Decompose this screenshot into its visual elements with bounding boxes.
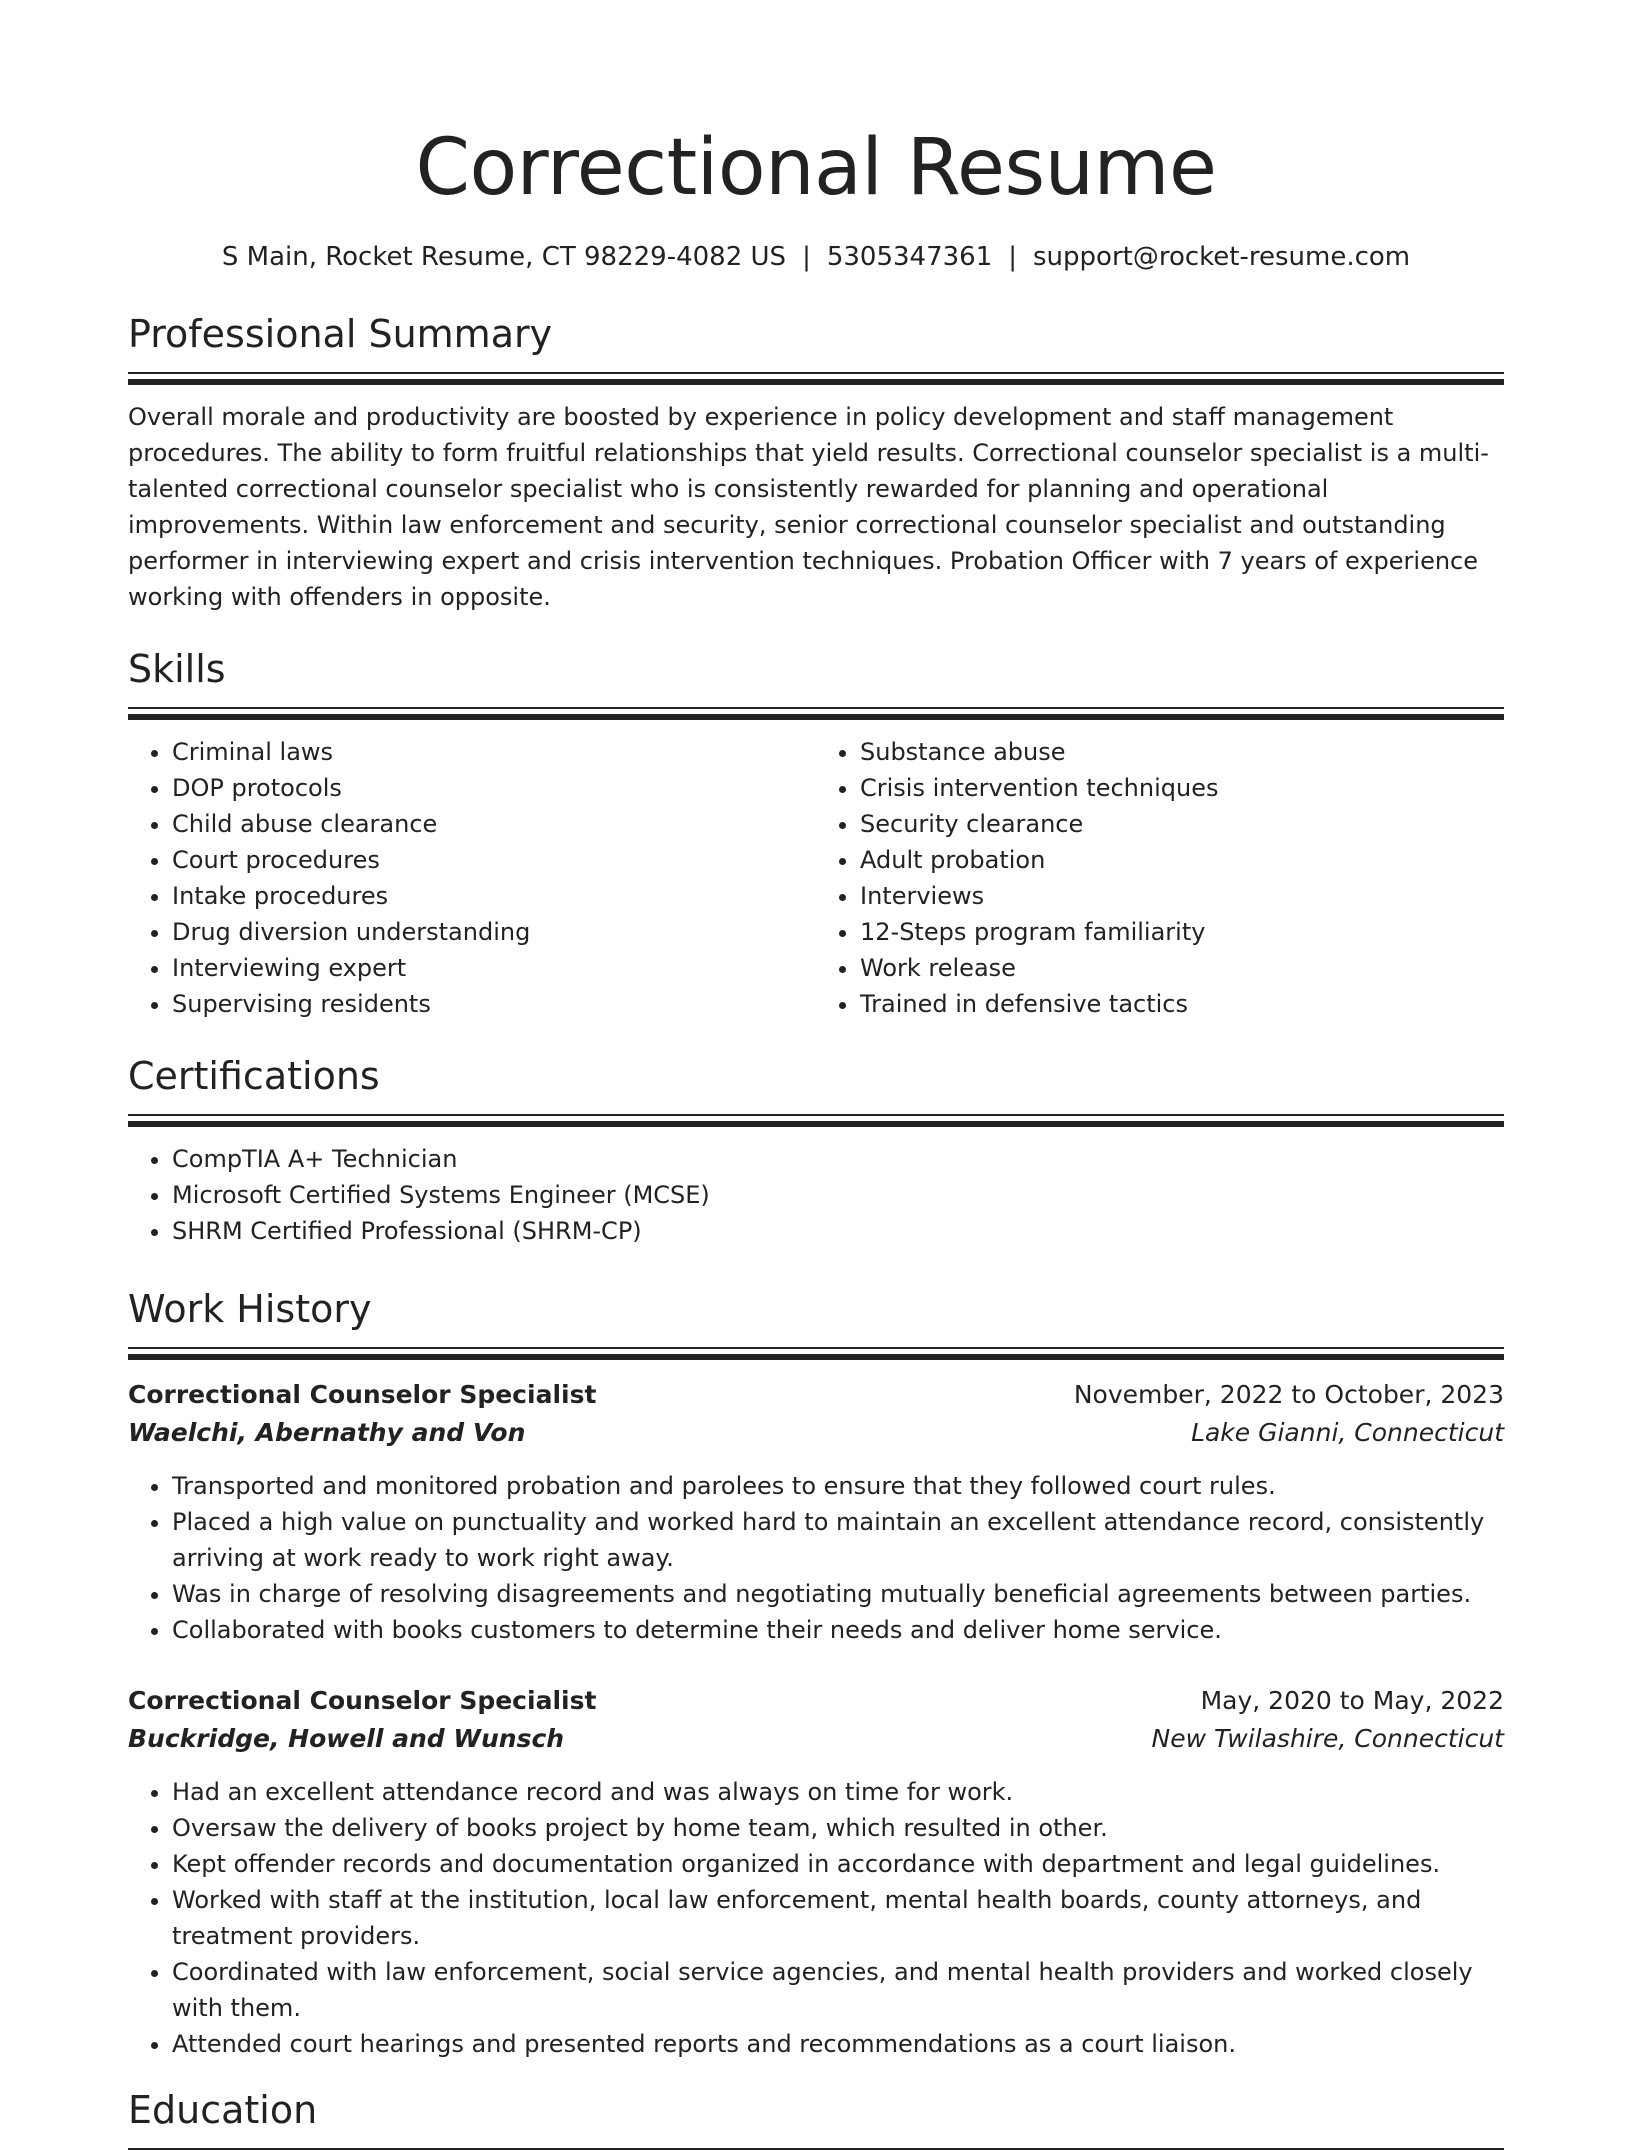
skill-item: • DOP protocols <box>172 770 816 806</box>
skills-list-right <box>816 734 1504 1022</box>
job-header-row <box>128 1682 1504 1720</box>
job-duty-item: • Placed a high value on punctuality and worked hard to maintain an excellent attendance record, consistently arriving at work ready to work right away. <box>172 1504 1504 1576</box>
skill-item: • Intake procedures <box>172 878 816 914</box>
skills-heading: Skills <box>128 647 226 691</box>
skill-item: • Trained in defensive tactics <box>860 986 1504 1022</box>
job-company-row <box>128 1720 1504 1758</box>
certifications-list <box>128 1141 1504 1249</box>
skill-item: • Substance abuse <box>860 734 1504 770</box>
section-divider <box>128 372 1504 374</box>
skill-item: • Supervising residents <box>172 986 816 1022</box>
section-divider <box>128 1114 1504 1116</box>
skill-item: • Drug diversion understanding <box>172 914 816 950</box>
job-dates: May, 2020 to May, 2022 <box>1200 1686 1504 1715</box>
job-duty-item: • Attended court hearings and presented reports and recommendations as a court liaison. <box>172 2026 1504 2062</box>
skill-item: • Criminal laws <box>172 734 816 770</box>
skills-columns <box>128 720 1504 1022</box>
summary-section <box>128 310 1504 615</box>
job-location: New Twilashire, Connecticut <box>1151 1724 1504 1753</box>
section-divider-thick <box>128 379 1504 385</box>
job-duty-item: • Had an excellent attendance record and was always on time for work. <box>172 1774 1504 1810</box>
skill-item: • Court procedures <box>172 842 816 878</box>
job-duty-item: • Kept offender records and documentation organized in accordance with department and legal guidelines. <box>172 1846 1504 1882</box>
skills-list-left <box>128 734 816 1022</box>
job-duty-item: • Collaborated with books customers to determine their needs and deliver home service. <box>172 1612 1504 1648</box>
section-divider <box>128 1347 1504 1349</box>
job-duty-item: • Transported and monitored probation and parolees to ensure that they followed court rules. <box>172 1468 1504 1504</box>
education-section <box>128 2086 1504 2150</box>
skill-item: • Crisis intervention techniques <box>860 770 1504 806</box>
work-history-heading: Work History <box>128 1287 372 1331</box>
certifications-section <box>128 1052 1504 1249</box>
certification-item: • SHRM Certified Professional (SHRM-CP) <box>172 1213 1504 1249</box>
job-entry <box>128 1682 1504 2062</box>
skill-item: • 12-Steps program familiarity <box>860 914 1504 950</box>
section-divider <box>128 707 1504 709</box>
job-company: Buckridge, Howell and Wunsch <box>128 1724 565 1753</box>
job-title: Correctional Counselor Specialist <box>128 1380 597 1409</box>
summary-heading: Professional Summary <box>128 312 553 356</box>
certifications-heading: Certifications <box>128 1054 380 1098</box>
section-divider-thick <box>128 1354 1504 1360</box>
contact-address: S Main, Rocket Resume, CT 98229-4082 US <box>221 242 787 272</box>
skill-item: • Adult probation <box>860 842 1504 878</box>
contact-phone: 5305347361 <box>826 242 993 272</box>
contact-line <box>128 240 1504 274</box>
summary-text: Overall morale and productivity are boosted by experience in policy development and staff management procedures. The ability to form fruitful relationships that yield results. Correctional counselor specialist is a multi-talented correctional counselor specialist who is consistently rewarded for planning and operational improvements. Within law enforcement and security, senior correctional counselor specialist and outstanding performer in interviewing expert and crisis intervention techniques. Probation Officer with 7 years of experience working with offenders in opposite. <box>128 403 1489 611</box>
certification-item: • Microsoft Certified Systems Engineer (MCSE) <box>172 1177 1504 1213</box>
contact-separator: | <box>802 242 811 272</box>
skill-item: • Interviews <box>860 878 1504 914</box>
skills-section <box>128 645 1504 1022</box>
job-duty-item: • Coordinated with law enforcement, social service agencies, and mental health providers and worked closely with them. <box>172 1954 1504 2026</box>
job-dates: November, 2022 to October, 2023 <box>1073 1380 1504 1409</box>
resume-page <box>128 0 1504 2150</box>
skill-item: • Security clearance <box>860 806 1504 842</box>
skill-item: • Interviewing expert <box>172 950 816 986</box>
job-company-row <box>128 1414 1504 1452</box>
certification-item: • CompTIA A+ Technician <box>172 1141 1504 1177</box>
job-location: Lake Gianni, Connecticut <box>1191 1418 1504 1447</box>
skill-item: • Work release <box>860 950 1504 986</box>
job-duties-list <box>128 1468 1504 1648</box>
job-duty-item: • Was in charge of resolving disagreements and negotiating mutually beneficial agreements between parties. <box>172 1576 1504 1612</box>
job-entry <box>128 1376 1504 1648</box>
job-company: Waelchi, Abernathy and Von <box>128 1418 526 1447</box>
section-divider-thick <box>128 1121 1504 1127</box>
job-duty-item: • Oversaw the delivery of books project by home team, which resulted in other. <box>172 1810 1504 1846</box>
skill-item: • Child abuse clearance <box>172 806 816 842</box>
job-duty-item: • Worked with staff at the institution, local law enforcement, mental health boards, county attorneys, and treatment providers. <box>172 1882 1504 1954</box>
work-history-section <box>128 1285 1504 2062</box>
contact-separator: | <box>1008 242 1018 272</box>
job-duties-list <box>128 1774 1504 2062</box>
education-heading: Education <box>128 2088 318 2132</box>
job-header-row <box>128 1376 1504 1414</box>
contact-email: support@rocket-resume.com <box>1033 242 1411 272</box>
resume-title: Correctional Resume <box>415 123 1217 213</box>
job-title: Correctional Counselor Specialist <box>128 1686 597 1715</box>
